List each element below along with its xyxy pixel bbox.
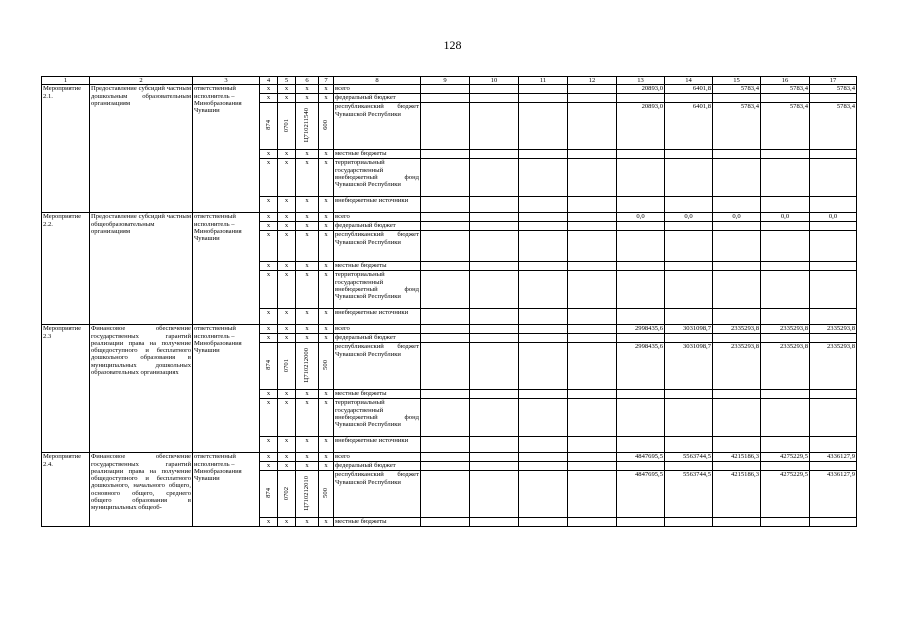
rz-code: 0701	[278, 103, 296, 150]
amount-cell: 2335293,8	[810, 343, 857, 390]
rz-cell: х	[278, 462, 296, 471]
amount-cell: 0,0	[713, 213, 761, 222]
csr-cell: х	[296, 453, 319, 462]
amount-cell: 5783,4	[761, 85, 810, 94]
col-header: 6	[296, 77, 319, 85]
amount-cell: 6401,8	[665, 103, 713, 150]
csr-cell: х	[296, 150, 319, 159]
amount-cell: 20893,0	[617, 103, 665, 150]
vr-cell: х	[319, 390, 334, 399]
amount-cell: 5563744,5	[665, 453, 713, 462]
vr-cell: х	[319, 309, 334, 325]
source-label: республиканский бюджет Чувашской Республики	[334, 471, 421, 518]
rz-cell: х	[278, 150, 296, 159]
measure-code: Мероприятие 2.1.	[42, 85, 90, 213]
rz-cell: х	[278, 309, 296, 325]
source-label: федеральный бюджет	[334, 462, 421, 471]
amount-cell: 4215186,3	[713, 471, 761, 518]
source-label: местные бюджеты	[334, 518, 421, 527]
source-label: федеральный бюджет	[334, 222, 421, 231]
source-label: федеральный бюджет	[334, 334, 421, 343]
grbs-cell: х	[260, 197, 278, 213]
amount-cell: 4847695,5	[617, 471, 665, 518]
vr-cell: х	[319, 231, 334, 262]
rz-cell: х	[278, 390, 296, 399]
csr-cell: х	[296, 399, 319, 437]
col-header: 9	[421, 77, 470, 85]
col-header: 10	[470, 77, 519, 85]
source-label: внебюджетные источники	[334, 437, 421, 453]
budget-table	[41, 76, 857, 527]
grbs-cell: х	[260, 271, 278, 309]
amount-cell: 5783,4	[713, 103, 761, 150]
vr-cell: х	[319, 453, 334, 462]
grbs-cell: х	[260, 85, 278, 94]
vr-cell: х	[319, 271, 334, 309]
col-header: 16	[761, 77, 810, 85]
csr-code: Ц710211540	[296, 103, 319, 150]
amount-cell: 2335293,8	[713, 343, 761, 390]
source-label: местные бюджеты	[334, 390, 421, 399]
rz-cell: х	[278, 334, 296, 343]
col-header: 11	[519, 77, 568, 85]
col-header: 7	[319, 77, 334, 85]
csr-cell: х	[296, 85, 319, 94]
source-label: всего	[334, 325, 421, 334]
amount-cell: 0,0	[810, 213, 857, 222]
rz-code: 0701	[278, 343, 296, 390]
grbs-cell: х	[260, 453, 278, 462]
grbs-cell: х	[260, 150, 278, 159]
amount-cell: 2335293,8	[713, 325, 761, 334]
page-number: 128	[443, 38, 462, 52]
amount-cell: 2335293,8	[810, 325, 857, 334]
vr-code: 600	[319, 103, 334, 150]
csr-cell: х	[296, 462, 319, 471]
source-label: республиканский бюджет Чувашской Республики	[334, 231, 421, 262]
grbs-code: 874	[260, 471, 278, 518]
csr-cell: х	[296, 437, 319, 453]
vr-code: 500	[319, 343, 334, 390]
csr-cell: х	[296, 262, 319, 271]
amount-cell: 4336127,9	[810, 471, 857, 518]
col-header: 14	[665, 77, 713, 85]
table-row	[42, 213, 857, 222]
source-label: республиканский бюджет Чувашской Республики	[334, 103, 421, 150]
measure-name: Финансовое обеспечение государственных гарантий реализации права на получение общедоступного и бесплатного дошкольного образования в муниципальных дошкольных образовательных организациях	[90, 325, 193, 453]
vr-cell: х	[319, 197, 334, 213]
source-label: республиканский бюджет Чувашской Республики	[334, 343, 421, 390]
vr-cell: х	[319, 213, 334, 222]
csr-cell: х	[296, 222, 319, 231]
rz-cell: х	[278, 231, 296, 262]
amount-cell: 5563744,5	[665, 471, 713, 518]
grbs-cell: х	[260, 390, 278, 399]
grbs-cell: х	[260, 325, 278, 334]
grbs-cell: х	[260, 262, 278, 271]
source-label: всего	[334, 213, 421, 222]
source-label: территориальный государственный внебюджетный фонд Чувашской Республики	[334, 159, 421, 197]
csr-cell: х	[296, 231, 319, 262]
amount-cell: 2998435,6	[617, 343, 665, 390]
table-row	[42, 325, 857, 334]
col-header: 1	[42, 77, 90, 85]
amount-cell: 4336127,9	[810, 453, 857, 462]
vr-cell: х	[319, 262, 334, 271]
vr-cell: х	[319, 334, 334, 343]
csr-cell: х	[296, 325, 319, 334]
amount-cell: 3031098,7	[665, 325, 713, 334]
source-label: внебюджетные источники	[334, 197, 421, 213]
rz-cell: х	[278, 85, 296, 94]
col-header: 2	[90, 77, 193, 85]
vr-cell: х	[319, 222, 334, 231]
measure-code: Мероприятие 2.4.	[42, 453, 90, 527]
csr-cell: х	[296, 390, 319, 399]
csr-cell: х	[296, 159, 319, 197]
rz-cell: х	[278, 159, 296, 197]
responsible-executor: ответственный исполнитель – Минобразования Чувашии	[193, 453, 260, 527]
vr-cell: х	[319, 437, 334, 453]
vr-code: 500	[319, 471, 334, 518]
grbs-cell: х	[260, 222, 278, 231]
rz-cell: х	[278, 518, 296, 527]
grbs-cell: х	[260, 159, 278, 197]
amount-cell: 5783,4	[713, 85, 761, 94]
source-label: территориальный государственный внебюджетный фонд Чувашской Республики	[334, 271, 421, 309]
col-header: 15	[713, 77, 761, 85]
amount-cell: 2335293,8	[761, 343, 810, 390]
rz-cell: х	[278, 437, 296, 453]
rz-cell: х	[278, 262, 296, 271]
grbs-cell: х	[260, 518, 278, 527]
rz-cell: х	[278, 271, 296, 309]
rz-cell: х	[278, 222, 296, 231]
grbs-cell: х	[260, 462, 278, 471]
source-label: федеральный бюджет	[334, 94, 421, 103]
source-label: территориальный государственный внебюджетный фонд Чувашской Республики	[334, 399, 421, 437]
col-header: 13	[617, 77, 665, 85]
amount-cell: 3031098,7	[665, 343, 713, 390]
amount-cell: 5783,4	[810, 85, 857, 94]
amount-cell: 4275229,5	[761, 453, 810, 462]
measure-name: Предоставление субсидий частным дошкольным образовательным организациям	[90, 85, 193, 213]
vr-cell: х	[319, 325, 334, 334]
csr-code: Ц710212000	[296, 343, 319, 390]
col-header: 8	[334, 77, 421, 85]
table-row	[42, 453, 857, 462]
csr-code: Ц710212010	[296, 471, 319, 518]
grbs-cell: х	[260, 309, 278, 325]
csr-cell: х	[296, 271, 319, 309]
csr-cell: х	[296, 334, 319, 343]
csr-cell: х	[296, 309, 319, 325]
amount-cell: 2998435,6	[617, 325, 665, 334]
grbs-cell: х	[260, 94, 278, 103]
rz-cell: х	[278, 399, 296, 437]
csr-cell: х	[296, 213, 319, 222]
rz-cell: х	[278, 453, 296, 462]
source-label: местные бюджеты	[334, 262, 421, 271]
grbs-code: 874	[260, 103, 278, 150]
source-label: всего	[334, 85, 421, 94]
amount-cell: 2335293,8	[761, 325, 810, 334]
amount-cell: 4847695,5	[617, 453, 665, 462]
source-label: всего	[334, 453, 421, 462]
rz-cell: х	[278, 213, 296, 222]
amount-cell: 0,0	[617, 213, 665, 222]
grbs-cell: х	[260, 437, 278, 453]
col-header: 12	[568, 77, 617, 85]
rz-cell: х	[278, 197, 296, 213]
measure-name: Предоставление субсидий частным общеобразовательным организациям	[90, 213, 193, 325]
measure-code: Мероприятие 2.3	[42, 325, 90, 453]
amount-cell: 0,0	[665, 213, 713, 222]
table-row	[42, 85, 857, 94]
amount-cell: 20893,0	[617, 85, 665, 94]
csr-cell: х	[296, 94, 319, 103]
col-header: 3	[193, 77, 260, 85]
col-header: 17	[810, 77, 857, 85]
vr-cell: х	[319, 85, 334, 94]
vr-cell: х	[319, 159, 334, 197]
grbs-code: 874	[260, 343, 278, 390]
responsible-executor: ответственный исполнитель – Минобразования Чувашии	[193, 85, 260, 213]
amount-cell: 5783,4	[761, 103, 810, 150]
measure-name: Финансовое обеспечение государственных гарантий реализации права на получение общедоступного и бесплатного дошкольного, начального общего, основного общего, среднего общего образования в муниципальных общеоб-	[90, 453, 193, 527]
amount-cell: 4215186,3	[713, 453, 761, 462]
source-label: местные бюджеты	[334, 150, 421, 159]
responsible-executor: ответственный исполнитель – Минобразования Чувашии	[193, 325, 260, 453]
vr-cell: х	[319, 518, 334, 527]
grbs-cell: х	[260, 399, 278, 437]
grbs-cell: х	[260, 231, 278, 262]
column-number-row	[42, 77, 857, 85]
measure-code: Мероприятие 2.2.	[42, 213, 90, 325]
rz-cell: х	[278, 325, 296, 334]
vr-cell: х	[319, 462, 334, 471]
amount-cell: 6401,8	[665, 85, 713, 94]
rz-code: 0702	[278, 471, 296, 518]
rz-cell: х	[278, 94, 296, 103]
grbs-cell: х	[260, 213, 278, 222]
col-header: 4	[260, 77, 278, 85]
responsible-executor: ответственный исполнитель – Минобразования Чувашии	[193, 213, 260, 325]
vr-cell: х	[319, 399, 334, 437]
amount-cell: 5783,4	[810, 103, 857, 150]
amount-cell: 0,0	[761, 213, 810, 222]
vr-cell: х	[319, 150, 334, 159]
source-label: внебюджетные источники	[334, 309, 421, 325]
csr-cell: х	[296, 197, 319, 213]
grbs-cell: х	[260, 334, 278, 343]
vr-cell: х	[319, 94, 334, 103]
csr-cell: х	[296, 518, 319, 527]
col-header: 5	[278, 77, 296, 85]
amount-cell: 4275229,5	[761, 471, 810, 518]
